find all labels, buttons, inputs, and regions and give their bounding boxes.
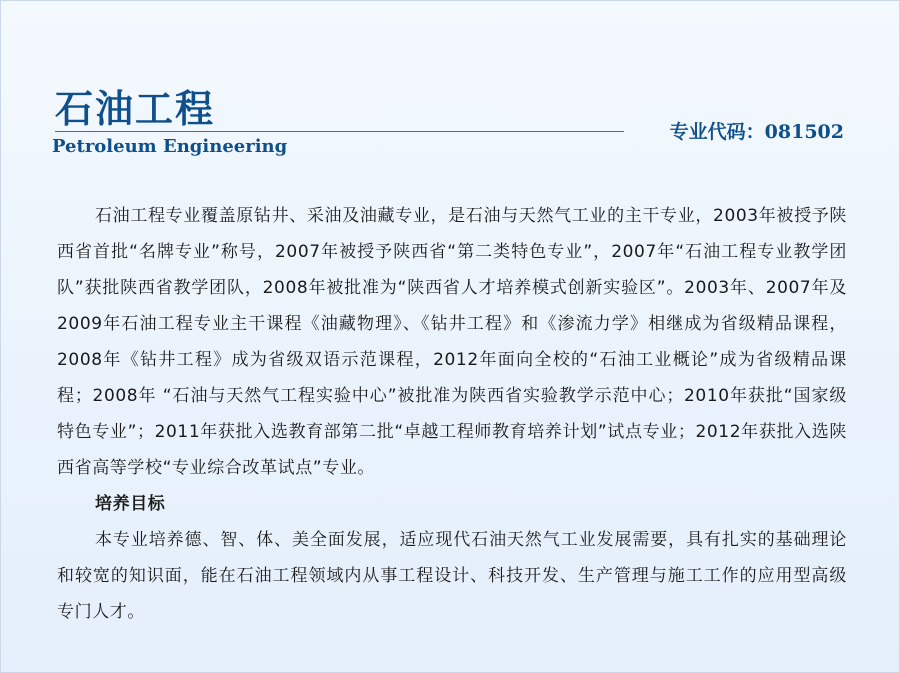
page-title: 石油工程	[55, 86, 216, 131]
title-divider	[55, 131, 624, 132]
section-heading-training-goal: 培养目标	[95, 494, 166, 514]
content-body	[57, 198, 847, 630]
major-code: 专业代码：081502	[669, 121, 844, 143]
goal-paragraph: 本专业培养德、智、体、美全面发展，适应现代石油天然气工业发展需要，具有扎实的基础理论和较宽的知识面，能在石油工程领域内从事工程设计、科技开发、生产管理与施工工作的应用型高级专门人才。	[57, 530, 847, 622]
intro-paragraph: 石油工程专业覆盖原钻井、采油及油藏专业，是石油与天然气工业的主干专业，2003年被授予陕西省首批“名牌专业”称号，2007年被授予陕西省“第二类特色专业”，2007年“石油工程专业教学团队”获批陕西省教学团队，2008年被批准为“陕西省人才培养模式创新实验区”。2003年、2007年及2009年石油工程专业主干课程《油藏物理》、《钻井工程》和《渗流力学》相继成为省级精品课程，2008年《钻井工程》成为省级双语示范课程，2012年面向全校的“石油工业概论”成为省级精品课程；2008年 “石油与天然气工程实验中心”被批准为陕西省实验教学示范中心；2010年获批“国家级特色专业”；2011年获批入选教育部第二批“卓越工程师教育培养计划”试点专业；2012年获批入选陕西省高等学校“专业综合改革试点”专业。	[57, 206, 847, 478]
page-subtitle-english: Petroleum Engineering	[52, 136, 288, 157]
